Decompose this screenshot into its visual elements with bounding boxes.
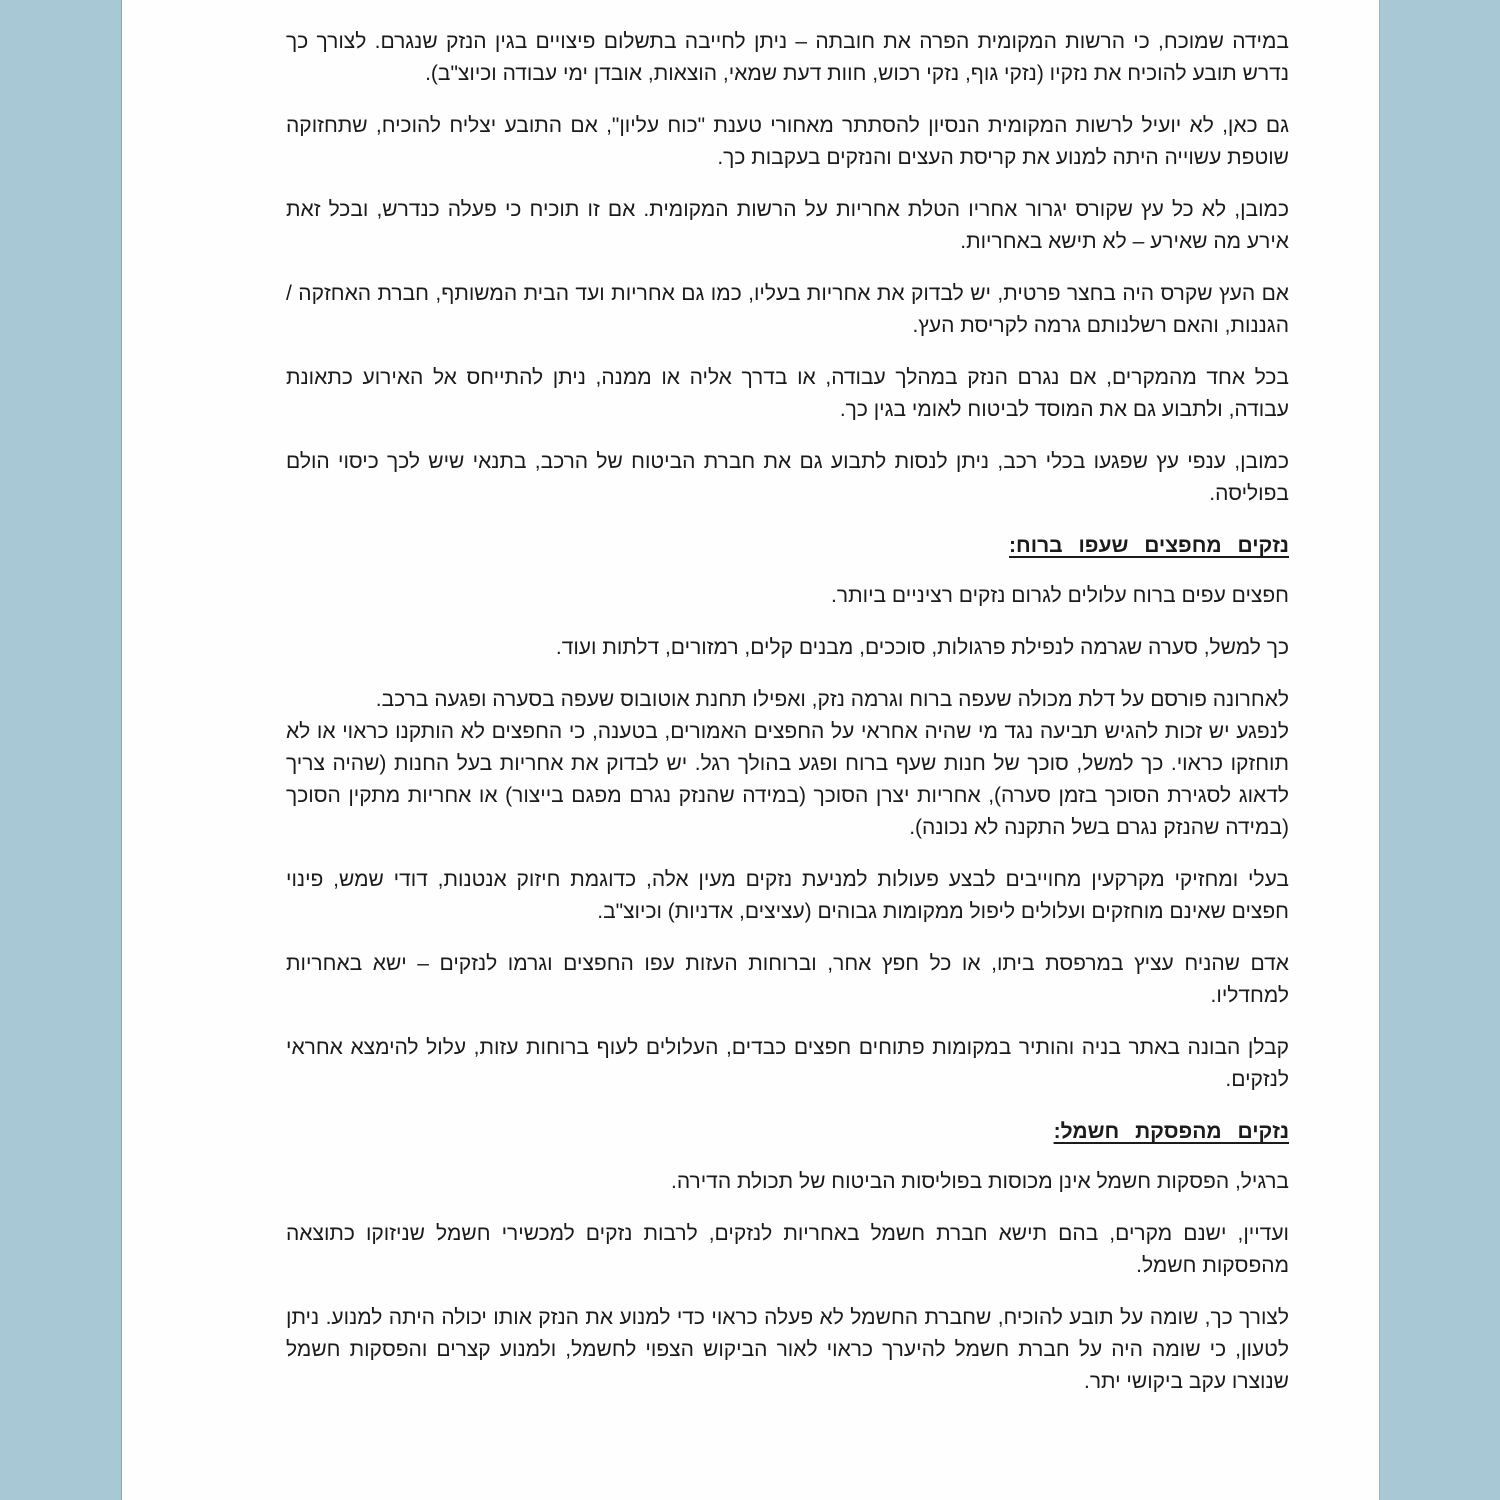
paragraph-property-owners: בעלי ומחזיקי מקרקעין מחוייבים לבצע פעולות למניעת נזקים מעין אלה, כדוגמת חיזוק אנטנות, דודי שמש, פינוי חפצים שאינם מוחזקים ועלולים ליפול ממקומות גבוהים (עציצים, אדניות) וכיוצ"ב. <box>286 868 1289 923</box>
paragraph-claim-right: לנפגע יש זכות להגיש תביעה נגד מי שהיה אחראי על החפצים האמורים, בטענה, כי החפצים לא הותקנו כראוי או לא תוחזקו כראוי. כך למשל, סוכך של חנות שעף ברוח ופגע בהולך רגל. יש לבדוק את אחריות בעל החנות (שהיה צריך לדאוג לסגירת הסוכך בזמן סערה), אחריות יצרן הסוכך (במידה שהנזק נגרם מפגם בייצור) או אחריות מתקין הסוכך (במידה שהנזק נגרם בשל התקנה לא נכונה). <box>286 720 1289 839</box>
document-page <box>121 0 1380 1500</box>
paragraph-work-accident: בכל אחד מהמקרים, אם נגרם הנזק במהלך עבודה, או בדרך אליה או ממנה, ניתן להתייחס אל האירוע כתאונת עבודה, ולתבוע גם את המוסד לביטוח לאומי בגין כך. <box>286 366 1289 421</box>
paragraph-not-every-tree: כמובן, לא כל עץ שקורס יגרור אחריו הטלת אחריות על הרשות המקומית. אם זו תוכיח כי פעלה כנדרש, ובכל זאת אירע מה שאירע – לא תישא באחריות. <box>286 198 1289 253</box>
paragraph-car-insurance: כמובן, ענפי עץ שפגעו בכלי רכב, ניתן לנסות לתבוע גם את חברת הביטוח של הרכב, בתנאי שיש לכך כיסוי הולם בפוליסה. <box>286 450 1289 505</box>
section-heading-wind-objects: נזקים מחפצים שעפו ברוח: <box>1009 534 1289 557</box>
paragraph-liability-proof: במידה שמוכח, כי הרשות המקומית הפרה את חובתה – ניתן לחייבה בתשלום פיצויים בגין הנזק שנגרם. לצורך כך נדרש תובע להוכיח את נזקיו (נזקי גוף, נזקי רכוש, חוות דעת שמאי, הוצאות, אובדן ימי עבודה וכיוצ"ב). <box>286 30 1289 85</box>
paragraph-balcony-planter: אדם שהניח עציץ במרפסת ביתו, או כל חפץ אחר, וברוחות העזות עפו החפצים וגרמו לנזקים – ישא באחריות למחדליו. <box>286 952 1289 1007</box>
paragraph-contractor: קבלן הבונה באתר בניה והותיר במקומות פתוחים חפצים כבדים, העלולים לעוף ברוחות עזות, עלול להימצא אחראי לנזקים. <box>286 1036 1289 1091</box>
paragraph-storm-examples: כך למשל, סערה שגרמה לנפילת פרגולות, סוככים, מבנים קלים, רמזורים, דלתות ועוד. <box>555 636 1289 659</box>
section-heading-power-outage: נזקים מהפסקת חשמל: <box>1053 1120 1289 1143</box>
paragraph-flying-objects: חפצים עפים ברוח עלולים לגרום נזקים רציניים ביותר. <box>831 584 1289 607</box>
paragraph-electric-company: ועדיין, ישנם מקרים, בהם תישא חברת חשמל באחריות לנזקים, לרבות נזקים למכשירי חשמל שניזוקו כתוצאה מהפסקות חשמל. <box>286 1222 1289 1277</box>
paragraph-outage-proof: לצורך כך, שומה על תובע להוכיח, שחברת החשמל לא פעלה כראוי כדי למנוע את הנזק אותו יכולה היתה למנוע. ניתן לטעון, כי שומה היה על חברת חשמל להיערך כראוי לאור הביקוש הצפוי לחשמל, ולמנוע קצרים והפסקות חשמל שנוצרו עקב ביקושי יתר. <box>286 1306 1289 1393</box>
document-body <box>122 0 1379 1398</box>
paragraph-force-majeure: גם כאן, לא יועיל לרשות המקומית הנסיון להסתתר מאחורי טענת "כוח עליון", אם התובע יצליח להוכיח, שתחזוקה שוטפת עשוייה היתה למנוע את קריסת העצים והנזקים בעקבות כך. <box>286 114 1289 169</box>
paragraph-container-door: לאחרונה פורסם על דלת מכולה שעפה ברוח וגרמה נזק, ואפילו תחנת אוטובוס שעפה בסערה ופגעה ברכב. <box>375 688 1289 711</box>
paragraph-outage-not-covered: ברגיל, הפסקות חשמל אינן מכוסות בפוליסות הביטוח של תכולת הדירה. <box>670 1170 1289 1193</box>
paragraph-private-yard: אם העץ שקרס היה בחצר פרטית, יש לבדוק את אחריות בעליו, כמו גם אחריות ועד הבית המשותף, חברת האחזקה / הגננות, והאם רשלנותם גרמה לקריסת העץ. <box>286 282 1289 337</box>
